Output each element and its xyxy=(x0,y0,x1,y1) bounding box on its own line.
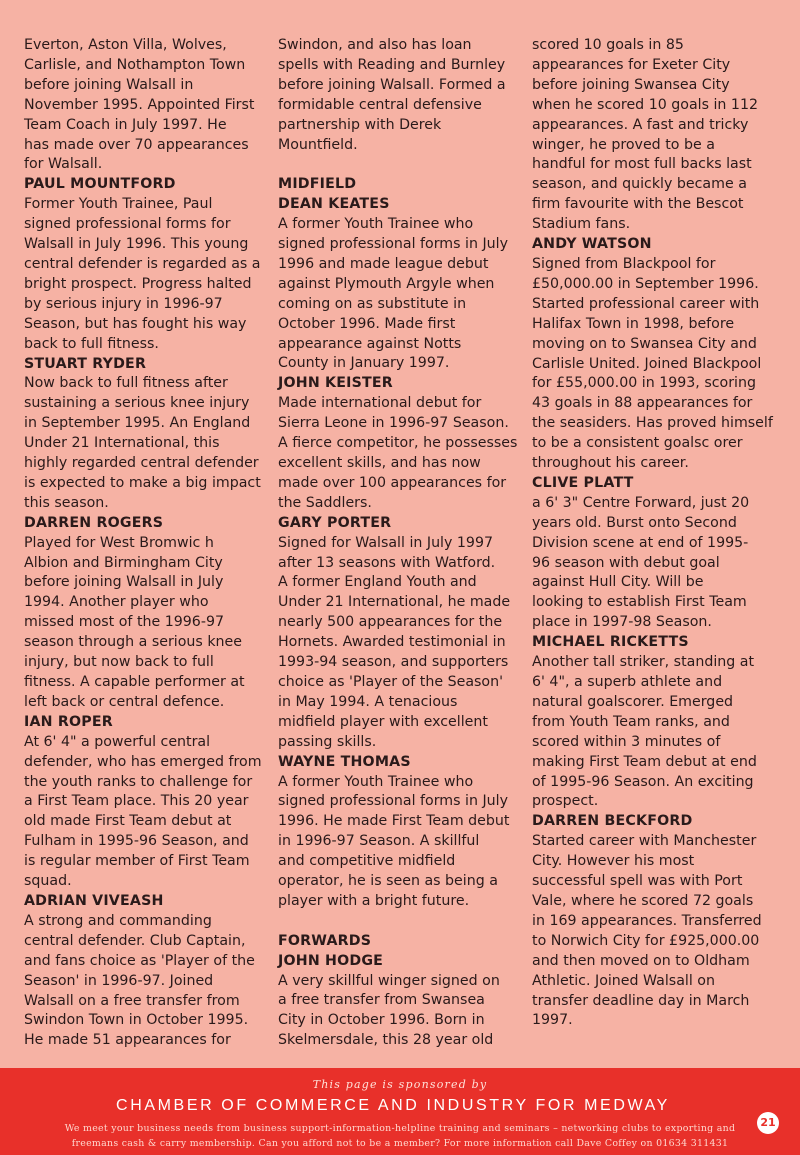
column-left xyxy=(24,36,274,1051)
player-bio: Signed for Walsall in July 1997 after 13 seasons with Watford. A former England Youth and Under 21 International, he made nearly 500 appearances for the Hornets. Awarded testimonial in 1993-94 season, and supporters choice as 'Player of the Season' in May 1994. A tenacious midfield player with excellent passing skills. xyxy=(278,534,511,750)
player-bio: Made international debut for Sierra Leone in 1996-97 Season. A fierce competitor, he possesses excellent skills, and has now made over 100 appearances for the Saddlers. xyxy=(278,395,518,511)
player-name: DARREN BECKFORD xyxy=(532,813,693,830)
player-bio: Another tall striker, standing at 6' 4", a superb athlete and natural goalscorer. Emerged from Youth Team ranks, and scored within 3 minutes of making First Team debut at end of 1995-96 Season. An exciting prospect. xyxy=(532,654,757,810)
player-bio: A strong and commanding central defender. Club Captain, and fans choice as 'Player of the Season' in 1996-97. Joined Walsall on a free transfer from Swindon Town in October 1995. He made 51 appearances for xyxy=(24,912,255,1049)
player-name: WAYNE THOMAS xyxy=(278,753,411,770)
article-columns xyxy=(0,36,800,1066)
sponsor-footer xyxy=(0,1068,800,1155)
player-bio: Started career with Manchester City. However his most successful spell was with Port Vale, where he scored 72 goals in 169 appearances. Transferred to Norwich City for £925,000.00 and then moved on to Oldham Athletic. Joined Walsall on transfer deadline day in March 1997. xyxy=(532,833,762,1029)
player-name: PAUL MOUNTFORD xyxy=(24,176,176,193)
player-bio: Now back to full fitness after sustaining a serious knee injury in September 1995. An England Under 21 International, this highly regarded central defender is expected to make a big impact this season. xyxy=(24,375,261,511)
section-heading-midfield: MIDFIELD xyxy=(278,176,357,193)
player-bio: A very skillful winger signed on a free transfer from Swansea City in October 1996. Born in Skelmersdale, this 28 year old xyxy=(278,972,500,1049)
player-name: STUART RYDER xyxy=(24,355,147,372)
player-bio: Played for West Bromwic h Albion and Birmingham City before joining Walsall in July 1994. Another player who missed most of the 1996-97 season through a serious knee injury, but now back to full fitness. A capable performer at left back or central defence. xyxy=(24,534,245,710)
player-bio: Signed from Blackpool for £50,000.00 in September 1996. Started professional career with Halifax Town in 1998, before moving on to Swansea City and Carlisle United. Joined Blackpool for £55,000.00 in 1993, scoring 43 goals in 88 appearances for the seasiders. Has proved himself to be a consistent goalsc orer throughout his career. xyxy=(532,255,773,472)
player-name: JOHN KEISTER xyxy=(278,375,393,392)
sponsor-blurb: We meet your business needs from business support-information-helpline training and seminars – networking clubs to exporting and freemans cash & carry membership. Can you afford not to be a member? For more information call Dave Coffey on 01634 311431 xyxy=(64,1123,736,1149)
column-intro-text: Everton, Aston Villa, Wolves, Carlisle, and Nothampton Town before joining Walsall in November 1995. Appointed First Team Coach in July 1997. He has made over 70 appearances for Walsall. xyxy=(24,37,255,173)
player-name: ADRIAN VIVEASH xyxy=(24,892,164,909)
player-bio: a 6' 3" Centre Forward, just 20 years old. Burst onto Second Division scene at end of 1995- 96 season with debut goal against Hull City. Will be looking to establish First Team place in 1997-98 Season. xyxy=(532,494,750,631)
player-bio: A former Youth Trainee who signed professional forms in July 1996 and made league debut against Plymouth Argyle when coming on as substitute in October 1996. Made first appearance against Notts County in January 1997. xyxy=(278,216,508,372)
player-bio: A former Youth Trainee who signed professional forms in July 1996. He made First Team debut in 1996-97 Season. A skillful and competitive midfield operator, he is seen as being a player with a bright future. xyxy=(278,773,510,909)
section-heading-forwards: FORWARDS xyxy=(278,932,372,949)
player-name: IAN ROPER xyxy=(24,713,113,730)
player-name: GARY PORTER xyxy=(278,514,392,531)
player-name: DARREN ROGERS xyxy=(24,514,164,531)
sponsor-name: CHAMBER OF COMMERCE AND INDUSTRY FOR MEDWAY xyxy=(116,1097,670,1114)
column-right xyxy=(532,36,782,1031)
column-middle xyxy=(278,36,528,1051)
player-bio: At 6' 4" a powerful central defender, who has emerged from the youth ranks to challenge for a First Team place. This 20 year old made First Team debut at Fulham in 1995-96 Season, and is regular member of First Team squad. xyxy=(24,733,262,890)
page-number-badge: 21 xyxy=(757,1112,779,1134)
player-name: MICHAEL RICKETTS xyxy=(532,634,689,651)
player-name: CLIVE PLATT xyxy=(532,474,634,491)
player-name: JOHN HODGE xyxy=(278,952,384,969)
sponsor-line: This page is sponsored by xyxy=(312,1078,488,1091)
player-name: ANDY WATSON xyxy=(532,236,652,253)
player-name: DEAN KEATES xyxy=(278,196,390,213)
column-intro-text: Swindon, and also has loan spells with Reading and Burnley before joining Walsall. Formed a formidable central defensive partnership with Derek Mountfield. xyxy=(278,37,506,153)
column-intro-text: scored 10 goals in 85 appearances for Exeter City before joining Swansea City when he scored 10 goals in 112 appearances. A fast and tricky winger, he proved to be a handful for most full backs last season, and quickly became a firm favourite with the Bescot Stadium fans. xyxy=(532,37,759,233)
player-bio: Former Youth Trainee, Paul signed professional forms for Walsall in July 1996. This young central defender is regarded as a bright prospect. Progress halted by serious injury in 1996-97 Season, but has fought his way back to full fitness. xyxy=(24,196,261,352)
